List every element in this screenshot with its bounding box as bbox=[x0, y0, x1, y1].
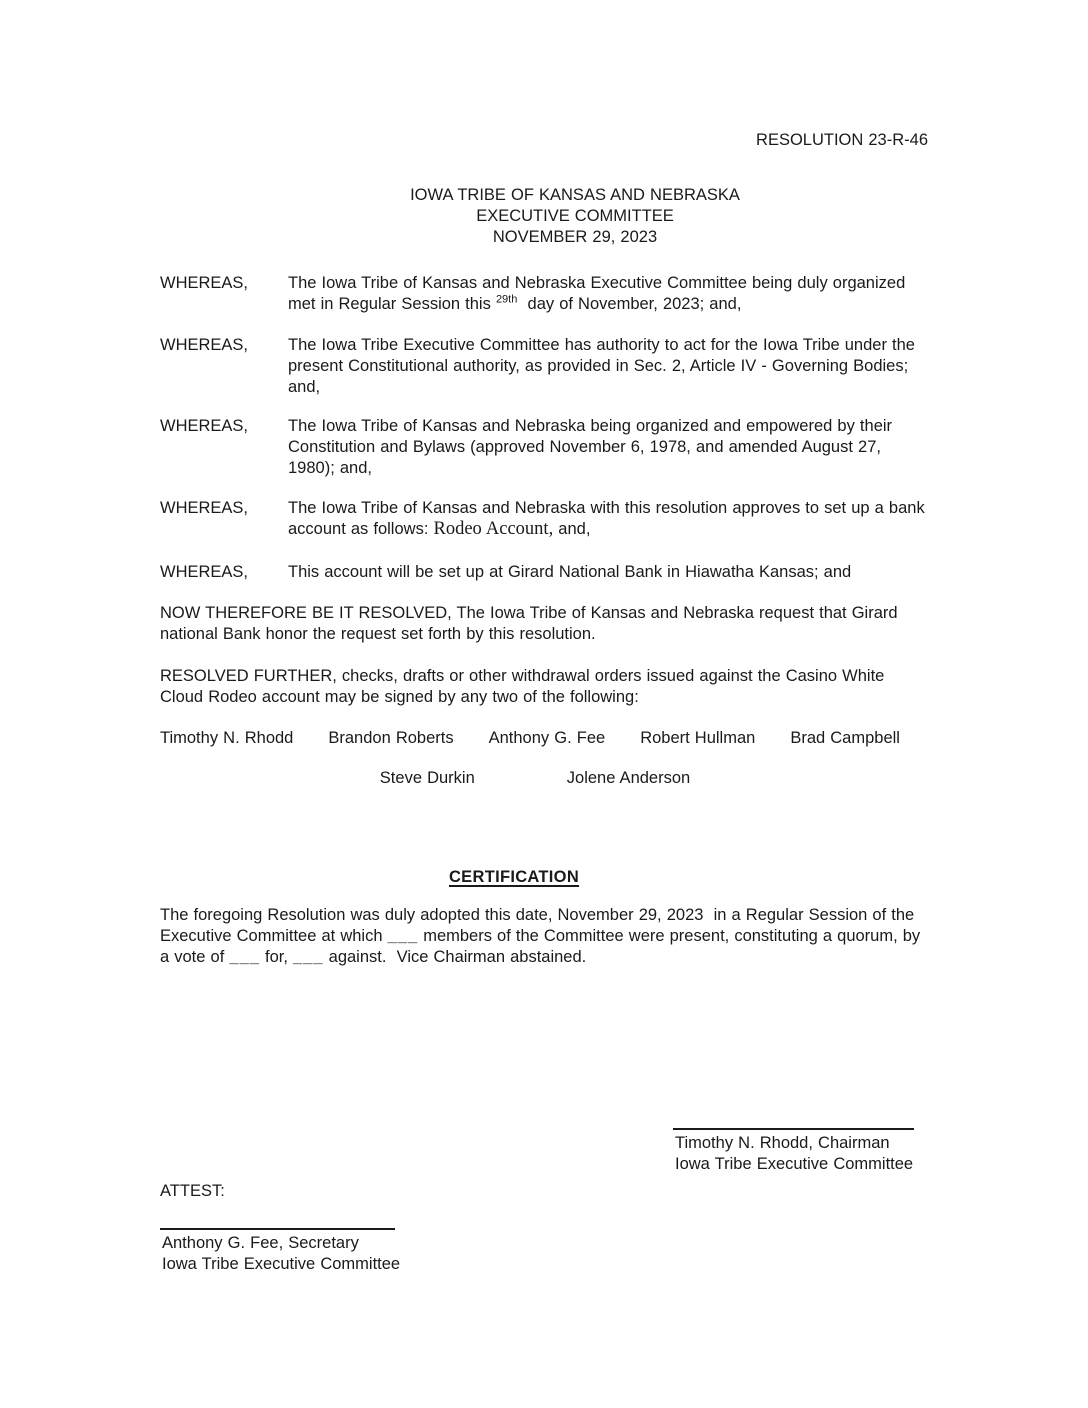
signers-row-1 bbox=[160, 728, 900, 749]
blank-votes-against: ___ bbox=[293, 948, 324, 966]
whereas-clause-1 bbox=[160, 273, 928, 315]
clause-text-post: day of November, 2023; and, bbox=[517, 295, 742, 313]
clause-text-pre: The Iowa Tribe of Kansas and Nebraska with this resolution approves to set up a bank account as follows: bbox=[288, 499, 930, 538]
certification-paragraph bbox=[160, 905, 928, 968]
clause-text bbox=[288, 498, 930, 540]
signer-name: Brandon Roberts bbox=[328, 729, 454, 747]
clause-label: WHEREAS, bbox=[160, 417, 249, 435]
secretary-signature-block bbox=[160, 1228, 460, 1275]
cert-text: against. Vice Chairman abstained. bbox=[323, 948, 587, 966]
whereas-clause-5 bbox=[160, 562, 928, 583]
resolved-further-paragraph: RESOLVED FURTHER, checks, drafts or other withdrawal orders issued against the Casino White Cloud Rodeo account may be signed by any two of the following: bbox=[160, 667, 890, 706]
whereas-clause-4 bbox=[160, 498, 928, 540]
chairman-signature-line bbox=[673, 1128, 914, 1130]
cert-text: for, bbox=[259, 948, 294, 966]
signer-name: Brad Campbell bbox=[790, 729, 900, 747]
title-organization: IOWA TRIBE OF KANSAS AND NEBRASKA bbox=[410, 186, 740, 204]
secretary-name: Anthony G. Fee, Secretary bbox=[162, 1234, 359, 1252]
document-title bbox=[191, 185, 959, 248]
blank-votes-for: ___ bbox=[229, 948, 260, 966]
resolution-number: RESOLUTION 23-R-46 bbox=[756, 131, 928, 149]
superscript-date: 29th bbox=[495, 293, 518, 306]
whereas-clause-3 bbox=[160, 416, 928, 479]
clause-text bbox=[288, 273, 926, 315]
whereas-clause-2 bbox=[160, 335, 928, 398]
clause-text-post: and, bbox=[553, 520, 591, 538]
clause-label: WHEREAS, bbox=[160, 499, 249, 517]
clause-text: This account will be set up at Girard National Bank in Hiawatha Kansas; and bbox=[288, 563, 852, 581]
secretary-signature-line bbox=[160, 1228, 395, 1230]
signer-name: Robert Hullman bbox=[640, 729, 756, 747]
signer-name: Timothy N. Rhodd bbox=[160, 729, 294, 747]
cert-text: members of the Committee were present, constituting a quorum, by a vote of bbox=[160, 927, 926, 966]
cert-text: The foregoing Resolution was duly adopted this date, November 29, 2023 in a Regular Session of the Executive Committee at which bbox=[160, 906, 920, 945]
title-committee: EXECUTIVE COMMITTEE bbox=[476, 207, 674, 225]
chairman-signature-block bbox=[673, 1128, 928, 1175]
account-name-serif: Rodeo Account, bbox=[433, 519, 554, 539]
clause-text-pre: The Iowa Tribe of Kansas and Nebraska Executive Committee being duly organized met in Regular Session this bbox=[288, 274, 911, 313]
clause-text: The Iowa Tribe of Kansas and Nebraska being organized and empowered by their Constitution and Bylaws (approved November 6, 1978, and amended August 27, 1980); and, bbox=[288, 417, 898, 477]
signer-name: Steve Durkin bbox=[379, 769, 475, 787]
chairman-organization: Iowa Tribe Executive Committee bbox=[675, 1155, 914, 1173]
now-therefore-paragraph: NOW THEREFORE BE IT RESOLVED, The Iowa Tribe of Kansas and Nebraska request that Girard national Bank honor the request set forth by this resolution. bbox=[160, 604, 903, 643]
blank-members-count: ___ bbox=[387, 927, 419, 945]
clause-label: WHEREAS, bbox=[160, 274, 249, 292]
clause-text: The Iowa Tribe Executive Committee has authority to act for the Iowa Tribe under the present Constitutional authority, as provided in Sec. 2, Article IV - Governing Bodies; and, bbox=[288, 336, 921, 396]
secretary-organization: Iowa Tribe Executive Committee bbox=[162, 1255, 401, 1273]
attest-label: ATTEST: bbox=[160, 1182, 225, 1200]
clause-label: WHEREAS, bbox=[160, 563, 249, 581]
signer-name: Anthony G. Fee bbox=[488, 729, 606, 747]
signers-row-2 bbox=[151, 768, 919, 789]
chairman-name: Timothy N. Rhodd, Chairman bbox=[675, 1134, 890, 1152]
title-date: NOVEMBER 29, 2023 bbox=[492, 228, 658, 246]
certification-heading: CERTIFICATION bbox=[448, 868, 580, 886]
clause-label: WHEREAS, bbox=[160, 336, 249, 354]
signer-name: Jolene Anderson bbox=[566, 769, 691, 787]
